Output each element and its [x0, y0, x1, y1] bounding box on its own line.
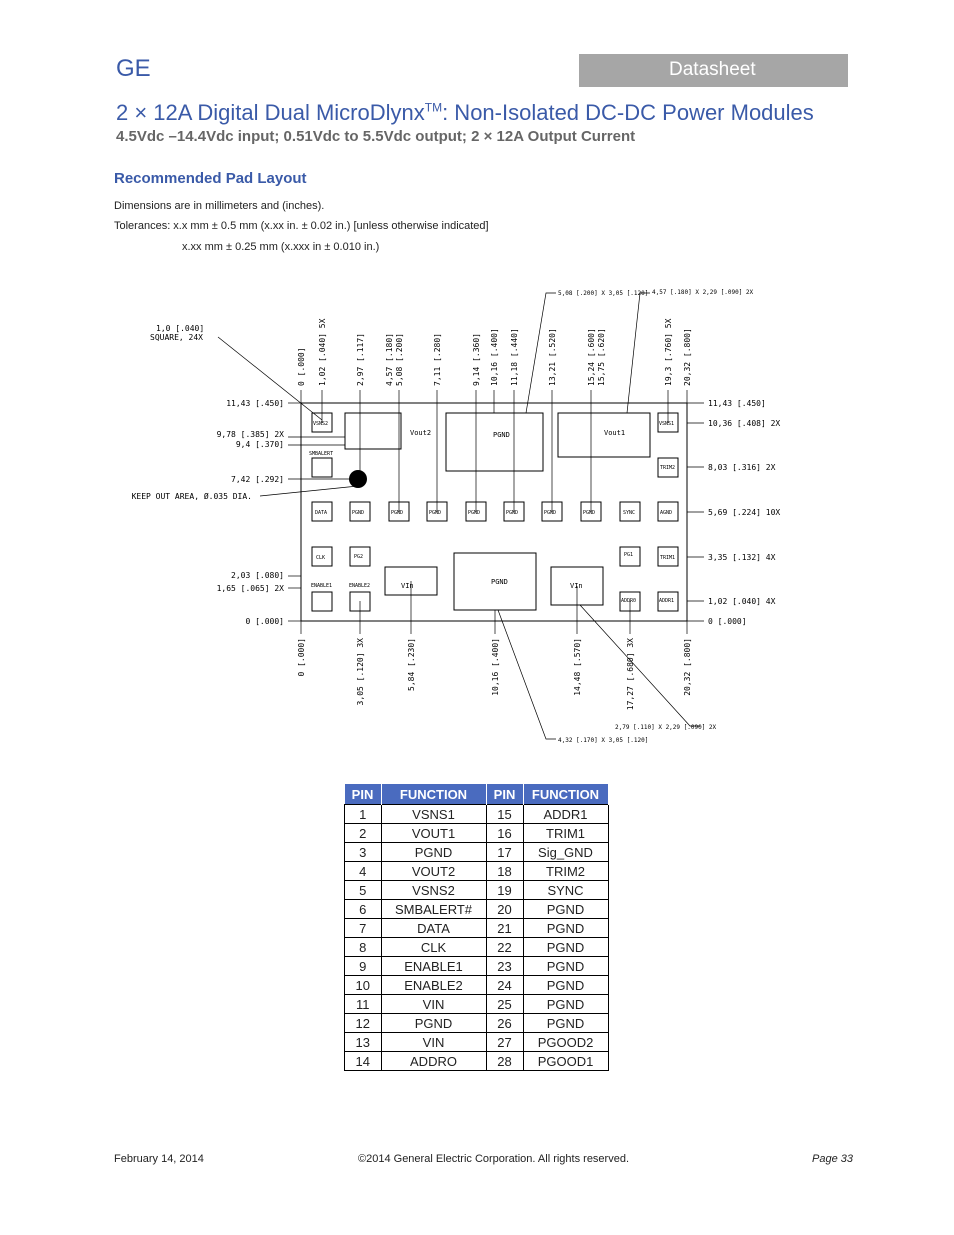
table-cell: 22: [486, 938, 523, 957]
dim-top-14: 20,32 [.800]: [683, 328, 692, 386]
datasheet-tag: [579, 54, 848, 87]
table-body: [345, 805, 609, 1071]
pad-vin-2: VIn: [570, 582, 583, 590]
table-row: [345, 919, 609, 938]
table-cell: 7: [345, 919, 382, 938]
table-cell: 23: [486, 957, 523, 976]
table-cell: 24: [486, 976, 523, 995]
dim-top-8: 10,16 [.400]: [490, 328, 499, 386]
dim-top-12: 15,75 [.620]: [597, 328, 606, 386]
table-cell: TRIM2: [523, 862, 608, 881]
table-cell: DATA: [381, 919, 486, 938]
dim-top-6: 7,11 [.280]: [433, 333, 442, 386]
pad-vsns2: VSNS2: [313, 421, 329, 427]
keepout-callout: KEEP OUT AREA, Ø.035 DIA.: [131, 492, 252, 501]
page-subtitle: 4.5Vdc –14.4Vdc input; 0.51Vdc to 5.5Vdc output; 2 × 12A Output Current: [116, 128, 636, 145]
table-cell: PGND: [523, 995, 608, 1014]
top-small-pad-callout: 4,57 [.180] X 2,29 [.090] 2X: [652, 289, 754, 296]
table-cell: CLK: [381, 938, 486, 957]
dim-top-3: 2,97 [.117]: [356, 333, 365, 386]
pad-vsns1: VSNS1: [659, 421, 675, 427]
dim-top-10: 13,21 [.520]: [548, 328, 557, 386]
table-row: [345, 805, 609, 824]
table-cell: Sig_GND: [523, 843, 608, 862]
dim-top-4: 4,57 [.180]: [385, 333, 394, 386]
table-header-function: FUNCTION: [381, 784, 486, 805]
table-cell: 5: [345, 881, 382, 900]
table-cell: ADDR1: [523, 805, 608, 824]
table-cell: PGND: [523, 919, 608, 938]
pad-vout2: Vout2: [410, 429, 432, 437]
table-cell: 1: [345, 805, 382, 824]
pad-pgnd-bottom: PGND: [491, 578, 508, 586]
pad-pgnd-3: PGND: [429, 510, 442, 516]
datasheet-tag-label: Datasheet: [669, 59, 756, 80]
pad-smbalert: SMBALERT: [309, 451, 334, 457]
dim-bottom-6: 17,27 [.680] 3X: [626, 638, 635, 711]
dim-top-7: 9,14 [.360]: [472, 333, 481, 386]
pad-pgnd-7: PGND: [583, 510, 596, 516]
table-row: [345, 938, 609, 957]
pad-enable2: ENABLE2: [349, 583, 371, 589]
dim-right-3: 8,03 [.316] 2X: [708, 463, 776, 472]
pin-function-table: [344, 784, 609, 1071]
dim-left-5: 2,03 [.080]: [231, 571, 284, 580]
dim-left-3: 9,4 [.370]: [235, 440, 284, 449]
dim-right-7: 0 [.000]: [708, 617, 747, 626]
table-cell: VSNS1: [381, 805, 486, 824]
table-cell: PGND: [523, 900, 608, 919]
pad-vin-1: VIn: [401, 582, 414, 590]
dim-bottom-3: 5,84 [.230]: [407, 638, 416, 691]
pad-pg1: PG1: [624, 552, 634, 558]
tolerance-note-2: x.xx mm ± 0.25 mm (x.xxx in ± 0.010 in.): [182, 241, 380, 253]
table-row: [345, 957, 609, 976]
table-row: [345, 881, 609, 900]
pad-addr1: ADDR1: [659, 598, 675, 604]
table-cell: TRIM1: [523, 824, 608, 843]
dim-bottom-2: 3,05 [.120] 3X: [356, 638, 365, 706]
section-heading: Recommended Pad Layout: [114, 170, 307, 187]
table-cell: 6: [345, 900, 382, 919]
footer-date: February 14, 2014: [114, 1153, 204, 1165]
table-cell: 4: [345, 862, 382, 881]
table-cell: 28: [486, 1052, 523, 1071]
pad-pg2: PG2: [354, 554, 364, 560]
pad-pgnd-top: PGND: [493, 431, 510, 439]
pad-layout-diagram: [110, 280, 810, 750]
dim-top-1: 0 [.000]: [297, 347, 306, 386]
table-row: [345, 1033, 609, 1052]
title-trademark: TM: [424, 100, 443, 115]
dim-right-1: 11,43 [.450]: [708, 399, 766, 408]
table-cell: 8: [345, 938, 382, 957]
table-cell: 10: [345, 976, 382, 995]
dim-top-11: 15,24 [.600]: [587, 328, 596, 386]
title-rest: : Non-Isolated DC-DC Power Modules: [442, 100, 814, 125]
pad-clk: CLK: [316, 555, 326, 561]
footer-page-number: Page 33: [812, 1153, 853, 1165]
title-main: 2 × 12A Digital Dual MicroDlynx: [116, 100, 425, 125]
dim-left-7: 0 [.000]: [245, 617, 284, 626]
table-cell: ADDRO: [381, 1052, 486, 1071]
table-cell: 20: [486, 900, 523, 919]
pad-addr0: ADDR0: [621, 598, 637, 604]
dim-top-5: 5,08 [.200]: [395, 333, 404, 386]
bottom-large-pad-callout: 4,32 [.170] X 3,05 [.120]: [558, 737, 649, 744]
ge-logo: GE: [116, 55, 151, 82]
dim-bottom-7: 20,32 [.800]: [683, 638, 692, 696]
square-callout: 1,0 [.040]: [156, 324, 205, 333]
pad-trim2: TRIM2: [660, 465, 676, 471]
dim-bottom-4: 10,16 [.400]: [491, 638, 500, 696]
table-cell: 9: [345, 957, 382, 976]
dim-top-9: 11,18 [.440]: [510, 328, 519, 386]
table-row: [345, 824, 609, 843]
table-cell: 12: [345, 1014, 382, 1033]
pad-pgnd-4: PGND: [468, 510, 481, 516]
table-cell: PGND: [523, 938, 608, 957]
table-cell: ENABLE1: [381, 957, 486, 976]
table-row: [345, 843, 609, 862]
table-cell: SYNC: [523, 881, 608, 900]
square-callout-2: SQUARE, 24X: [150, 333, 203, 342]
table-cell: 11: [345, 995, 382, 1014]
table-cell: VIN: [381, 1033, 486, 1052]
table-header-function-2: FUNCTION: [523, 784, 608, 805]
table-header-pin-2: PIN: [486, 784, 523, 805]
page-title: [116, 100, 814, 126]
pad-enable1: ENABLE1: [311, 583, 333, 589]
table-cell: 21: [486, 919, 523, 938]
dim-bottom-1: 0 [.000]: [297, 638, 306, 677]
table-cell: 2: [345, 824, 382, 843]
table-cell: PGND: [523, 1014, 608, 1033]
table-cell: PGOOD1: [523, 1052, 608, 1071]
dim-top-13: 19,3 [.760] 5X: [664, 318, 673, 386]
table-cell: 17: [486, 843, 523, 862]
table-cell: PGND: [381, 843, 486, 862]
table-cell: 25: [486, 995, 523, 1014]
tolerance-note: Tolerances: x.x mm ± 0.5 mm (x.xx in. ± 0.02 in.) [unless otherwise indicated]: [114, 220, 489, 232]
pad-pgnd-5: PGND: [506, 510, 519, 516]
dim-left-4: 7,42 [.292]: [231, 475, 284, 484]
table-cell: VSNS2: [381, 881, 486, 900]
footer-copyright: ©2014 General Electric Corporation. All rights reserved.: [358, 1153, 630, 1165]
table-cell: 16: [486, 824, 523, 843]
table-row: [345, 1052, 609, 1071]
table-cell: 3: [345, 843, 382, 862]
table-row: [345, 995, 609, 1014]
table-cell: 15: [486, 805, 523, 824]
pad-agnd: AGND: [660, 510, 673, 516]
table-cell: 27: [486, 1033, 523, 1052]
pad-vout1: Vout1: [604, 429, 626, 437]
pad-pgnd-2: PGND: [391, 510, 404, 516]
table-cell: VIN: [381, 995, 486, 1014]
table-cell: PGND: [523, 957, 608, 976]
table-cell: PGOOD2: [523, 1033, 608, 1052]
table-row: [345, 976, 609, 995]
table-cell: VOUT1: [381, 824, 486, 843]
dim-left-6: 1,65 [.065] 2X: [216, 584, 284, 593]
table-row: [345, 1014, 609, 1033]
table-cell: 19: [486, 881, 523, 900]
table-row: [345, 862, 609, 881]
dim-right-2: 10,36 [.408] 2X: [708, 419, 781, 428]
table-cell: 18: [486, 862, 523, 881]
dim-top-2: 1,02 [.040] 5X: [318, 318, 327, 386]
table-cell: PGND: [523, 976, 608, 995]
pad-data: DATA: [315, 510, 328, 516]
top-large-pad-callout: 5,08 [.200] X 3,05 [.120]: [558, 290, 649, 297]
table-cell: PGND: [381, 1014, 486, 1033]
pad-pgnd-6: PGND: [544, 510, 557, 516]
pad-sync: SYNC: [623, 510, 636, 516]
dimension-note: Dimensions are in millimeters and (inches).: [114, 200, 325, 212]
table-cell: 14: [345, 1052, 382, 1071]
table-cell: SMBALERT#: [381, 900, 486, 919]
dim-right-4: 5,69 [.224] 10X: [708, 508, 781, 517]
bottom-small-pad-callout: 2,79 [.110] X 2,29 [.090] 2X: [615, 724, 717, 731]
dim-right-5: 3,35 [.132] 4X: [708, 553, 776, 562]
dim-left-1: 11,43 [.450]: [226, 399, 284, 408]
pad-trim1: TRIM1: [660, 555, 676, 561]
table-cell: 26: [486, 1014, 523, 1033]
table-cell: 13: [345, 1033, 382, 1052]
table-row: [345, 900, 609, 919]
table-cell: ENABLE2: [381, 976, 486, 995]
table-cell: VOUT2: [381, 862, 486, 881]
dim-right-6: 1,02 [.040] 4X: [708, 597, 776, 606]
pad-pgnd-1: PGND: [352, 510, 365, 516]
table-header-pin: PIN: [345, 784, 382, 805]
dim-bottom-5: 14,48 [.570]: [573, 638, 582, 696]
table-header-row: [345, 784, 609, 805]
dim-left-2: 9,78 [.385] 2X: [216, 430, 284, 439]
